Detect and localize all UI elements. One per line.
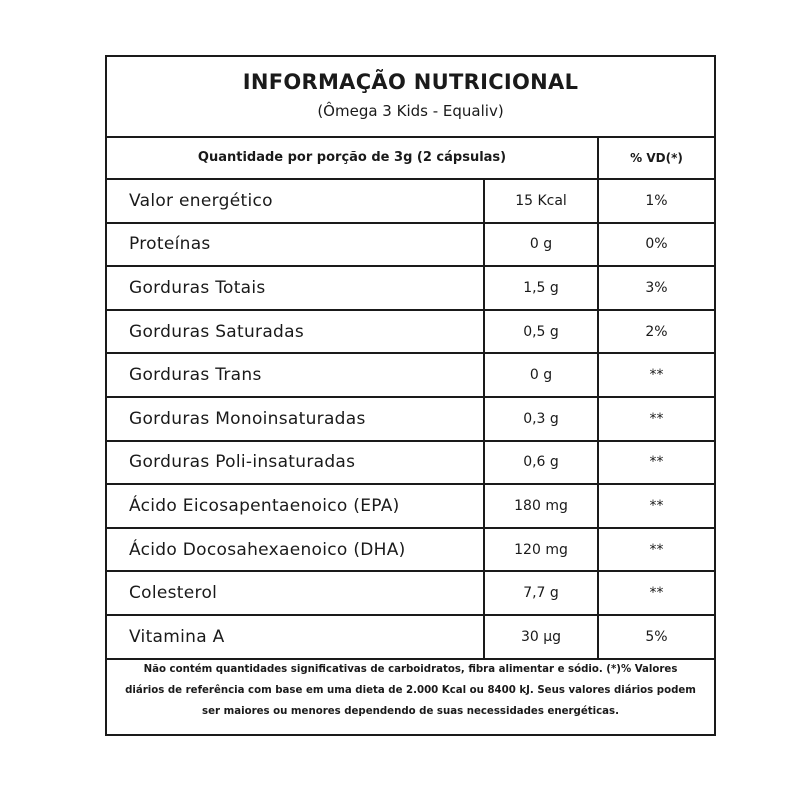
table-row xyxy=(107,354,714,398)
footnote-line: ser maiores ou menores dependendo de suas necessidades energéticas. xyxy=(202,706,619,717)
nutrient-name: Gorduras Monoinsaturadas xyxy=(107,398,485,440)
nutrient-name: Vitamina A xyxy=(107,616,485,658)
footnote xyxy=(117,659,704,722)
nutrient-amount: 7,7 g xyxy=(485,572,599,614)
nutrient-name: Gorduras Saturadas xyxy=(107,311,485,353)
nutrition-facts-table xyxy=(105,55,716,736)
table-title: INFORMAÇÃO NUTRICIONAL xyxy=(242,70,579,94)
table-row xyxy=(107,442,714,486)
nutrient-vd: ** xyxy=(649,541,664,558)
nutrient-vd: 2% xyxy=(645,323,668,340)
nutrient-amount: 0,6 g xyxy=(485,442,599,484)
nutrient-name: Ácido Eicosapentaenoico (EPA) xyxy=(107,485,485,527)
table-row xyxy=(107,398,714,442)
nutrient-rows xyxy=(107,180,714,660)
nutrient-name: Ácido Docosahexaenoico (DHA) xyxy=(107,529,485,571)
nutrient-vd: ** xyxy=(649,497,664,514)
table-row xyxy=(107,224,714,268)
table-row xyxy=(107,616,714,660)
portion-row xyxy=(107,138,714,180)
table-row xyxy=(107,529,714,573)
footnote-line: diários de referência com base em uma dieta de 2.000 Kcal ou 8400 kJ. Seus valores diários podem xyxy=(125,685,696,696)
table-row xyxy=(107,180,714,224)
table-row xyxy=(107,572,714,616)
nutrient-vd: 5% xyxy=(645,628,668,645)
table-row xyxy=(107,485,714,529)
nutrient-vd: ** xyxy=(649,585,664,602)
footnote-line: Não contém quantidades significativas de carboidratos, fibra alimentar e sódio. (*)% Valores xyxy=(143,664,678,675)
nutrient-amount: 120 mg xyxy=(485,529,599,571)
vd-column-header: % VD(*) xyxy=(630,151,683,165)
nutrient-amount: 15 Kcal xyxy=(485,180,599,222)
nutrient-name: Colesterol xyxy=(107,572,485,614)
nutrient-name: Gorduras Trans xyxy=(107,354,485,396)
nutrient-amount: 30 µg xyxy=(485,616,599,658)
product-subtitle: (Ômega 3 Kids - Equaliv) xyxy=(317,102,504,120)
nutrient-vd: 0% xyxy=(645,236,668,253)
portion-label: Quantidade por porção de 3g (2 cápsulas) xyxy=(107,138,599,178)
nutrient-name: Gorduras Totais xyxy=(107,267,485,309)
nutrient-name: Gorduras Poli-insaturadas xyxy=(107,442,485,484)
nutrient-amount: 0,5 g xyxy=(485,311,599,353)
table-row xyxy=(107,311,714,355)
nutrient-amount: 1,5 g xyxy=(485,267,599,309)
nutrient-vd: 3% xyxy=(645,279,668,296)
table-header xyxy=(107,57,714,138)
nutrient-name: Valor energético xyxy=(107,180,485,222)
nutrient-vd: ** xyxy=(649,410,664,427)
nutrient-amount: 180 mg xyxy=(485,485,599,527)
nutrient-name: Proteínas xyxy=(107,224,485,266)
nutrient-amount: 0 g xyxy=(485,224,599,266)
nutrient-amount: 0 g xyxy=(485,354,599,396)
nutrient-vd: ** xyxy=(649,367,664,384)
table-row xyxy=(107,267,714,311)
nutrient-vd: 1% xyxy=(645,192,668,209)
nutrient-amount: 0,3 g xyxy=(485,398,599,440)
nutrient-vd: ** xyxy=(649,454,664,471)
